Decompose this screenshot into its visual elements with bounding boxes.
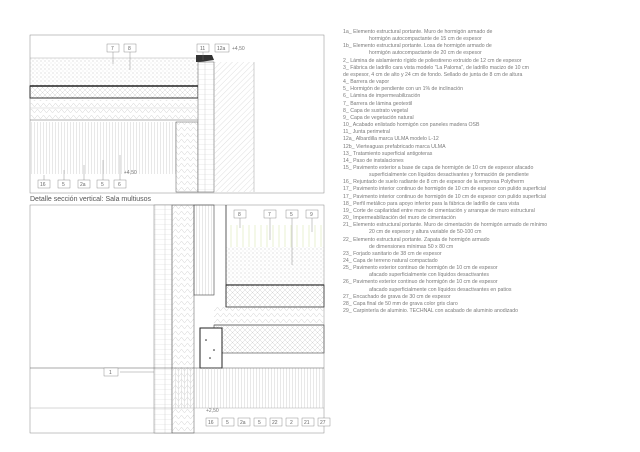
legend-item: 23_ Forjado sanitario de 38 cm de espesor — [343, 250, 442, 257]
legend-item: 17_ Pavimento interior continuo de hormigón de 10 cm de espesor con pulido superficial — [343, 186, 547, 193]
tag-label: 5 — [62, 182, 65, 188]
tag-label: 5 — [258, 420, 261, 426]
legend-item: 12a_ Albardilla marca ULMA modelo L-12 — [343, 136, 439, 143]
tag-label: 22 — [272, 420, 278, 426]
legend-item: 24_ Capa de terreno natural compactado — [343, 258, 438, 264]
legend-item: 17_ Pavimento interior continuo de hormigón de 10 cm de espesor con pulido superficial — [343, 193, 547, 200]
legend-item: 28_ Capa final de 50 mm de grava color gris claro — [343, 300, 458, 307]
legend-item: 4_ Barrera de vapor — [343, 79, 390, 86]
legend-item: de dimensiones mínimas 50 x 80 cm — [369, 243, 454, 250]
legend-item: 20_ Impermeabilización del muro de cimentación — [343, 215, 456, 222]
tag-label: 2a — [240, 420, 246, 426]
tag-label: 9 — [310, 212, 313, 218]
top-wall-insulation — [176, 122, 198, 192]
bottom-detail — [30, 205, 324, 433]
legend-item: 21_ Elemento estructural portante. Muro de cimentación de hormigón armado de mínimo — [343, 222, 548, 229]
legend-item: 8_ Capa de sustrato vegetal — [343, 107, 408, 114]
tag-label: 1 — [109, 370, 112, 376]
legend-item: 1a_ Elemento estructural portante. Muro de hormigón armado de — [343, 29, 493, 35]
legend-item: 20 cm de espesor y altura variable de 50-100 cm — [369, 229, 482, 236]
bottom-ground — [172, 368, 324, 408]
top-detail — [30, 35, 324, 193]
top-parapet-coping — [196, 55, 214, 62]
bottom-floor-insulation — [214, 307, 324, 325]
legend-item: 29_ Carpintería de aluminio. TECHNAL con acabado de aluminio anodizado — [343, 308, 519, 315]
tag-label: 5 — [101, 182, 104, 188]
tag-label: 8 — [128, 46, 131, 52]
legend-item: 7_ Barrera de lámina geotextil — [343, 100, 413, 107]
legend-item: 9_ Capa de vegetación natural — [343, 114, 414, 121]
tag-label: 8 — [238, 212, 241, 218]
level-mark-middle: +4,50 — [124, 170, 137, 176]
detail-caption: Detalle sección vertical: Sala multiusos — [30, 196, 151, 203]
bottom-footing — [200, 328, 222, 368]
legend-item: 1b_ Elemento estructural portante. Losa de hormigón armado de — [343, 43, 492, 50]
top-outer-finish — [214, 62, 254, 192]
tag-label: 16 — [208, 420, 214, 426]
tag-label: 5 — [226, 420, 229, 426]
top-brick-wall — [198, 62, 214, 192]
legend-item: hormigón autocompactante de 15 cm de espesor — [369, 36, 482, 43]
legend-item: hormigón autocompactante de 20 cm de espesor — [369, 50, 482, 57]
tag-label: 7 — [111, 46, 114, 52]
tag-label: 16 — [40, 182, 46, 188]
bottom-brick-wall — [154, 205, 172, 433]
legend-item: afacado superficialmente con líquidos desactivantes — [369, 272, 489, 279]
legend-item: afacado superficialmente con líquidos desactivantes en patios — [369, 286, 512, 293]
top-substrate-layer — [30, 58, 200, 86]
legend-item: 16_ Rejuntado de suelo radiante de 8 cm de espesor de la empresa Polytherm — [343, 179, 525, 186]
legend-item: 11_ Junta perimetral — [343, 129, 390, 136]
tag-label: 11 — [200, 46, 206, 52]
legend-item: 2_ Lámina de aislamiento rígido de poliestireno extruido de 12 cm de espesor — [343, 57, 522, 64]
legend-item: 10_ Acabado enlistado hormigón con paneles madera OSB — [343, 122, 480, 129]
tag-label: 7 — [268, 212, 271, 218]
legend-item: 22_ Elemento estructural portante. Zapata de hormigón armado — [343, 236, 490, 243]
top-slab — [30, 86, 198, 98]
legend-item: 12b_ Vierteaguas prefabricado marca ULMA — [343, 143, 446, 150]
legend-item: 27_ Encachado de grava de 30 cm de espesor — [343, 293, 451, 300]
level-mark-top: +4,50 — [232, 46, 245, 52]
legend-item: de espesor, 4 cm de alto y 24 cm de fondo. Sellado de junta de 8 cm de altura — [343, 71, 523, 78]
legend-item: 3_ Fábrica de ladrillo cara vista modelo "La Paloma", de ladrillo macizo de 10 cm — [343, 64, 529, 71]
legend-item: 6_ Lámina de impermeabilización — [343, 93, 421, 100]
bottom-sanitary-slab — [214, 325, 324, 353]
legend-item: 5_ Hormigón de pendiente con un 1% de inclinación — [343, 86, 463, 93]
tag-label: 12a — [217, 46, 226, 52]
tag-label: 27 — [320, 420, 326, 426]
legend-item: 19_ Corte de capilaridad entre muro de cimentación y arranque de muro estructural — [343, 207, 535, 214]
legend-item: 25_ Pavimento exterior continuo de hormigón de 10 cm de espesor — [343, 265, 498, 272]
bottom-structural-wall — [194, 205, 214, 295]
tag-label: 21 — [304, 420, 310, 426]
legend-item: 15_ Pavimento exterior a base de capa de hormigón de 10 cm de espesor afacado — [343, 164, 534, 171]
level-mark-bottom: +2,50 — [206, 408, 219, 414]
top-insulation-layer — [30, 100, 198, 120]
legend-item: 14_ Paso de instalaciones — [343, 157, 404, 164]
legend-item: superficialmente con líquidos desactivantes y formación de pendiente — [369, 172, 529, 179]
tag-label: 2a — [80, 182, 86, 188]
legend-item: 13_ Tratamiento superficial antigoteras — [343, 150, 433, 157]
tag-label: 6 — [118, 182, 121, 188]
bottom-substrate-layer — [226, 247, 324, 285]
bottom-vegetation-layer — [226, 225, 324, 247]
tag-label: 5 — [290, 212, 293, 218]
legend-item: 26_ Pavimento exterior continuo de hormigón de 10 cm de espesor — [343, 279, 498, 286]
legend-item: 18_ Perfil metálico para apoyo inferior para la fábrica de ladrillo de cara vista — [343, 200, 520, 207]
tag-label: 2 — [290, 420, 293, 426]
bottom-roof-slab — [226, 285, 324, 307]
legend-list — [343, 29, 639, 315]
